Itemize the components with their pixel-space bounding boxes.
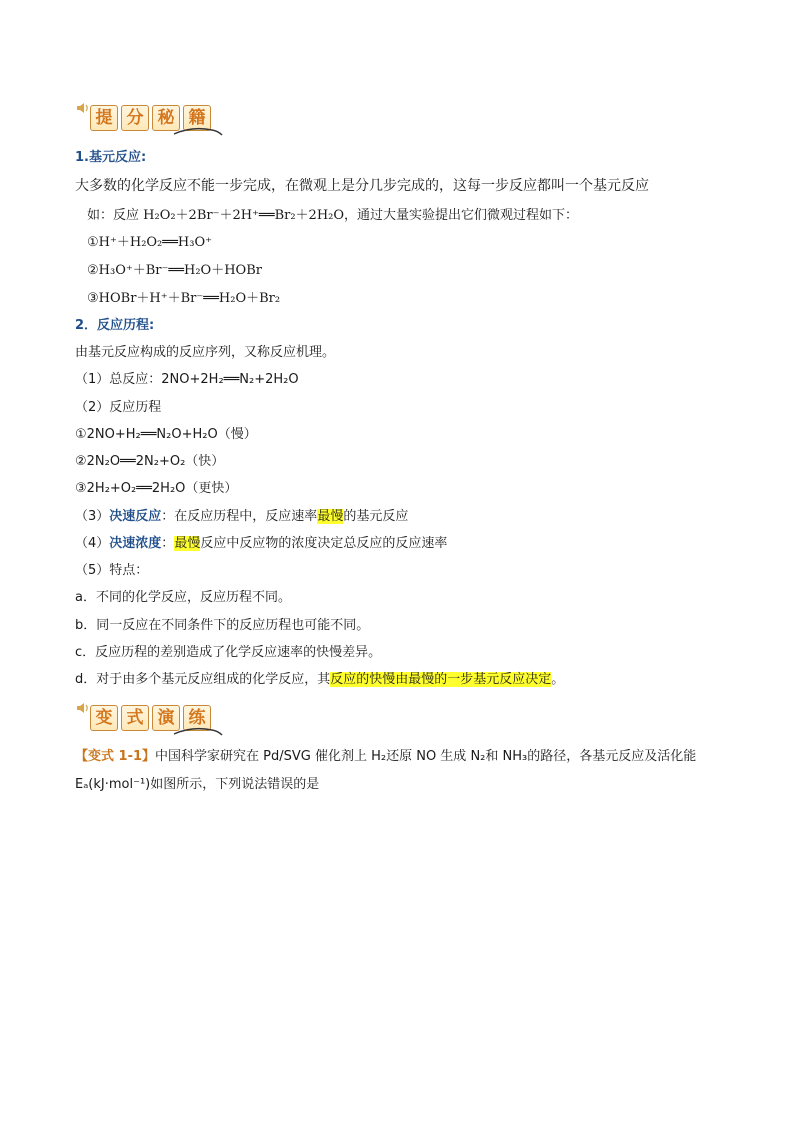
text: ：	[161, 536, 175, 551]
exercise-tag: 【变式 1-1】	[75, 749, 156, 764]
banner-tile: 练	[183, 705, 211, 731]
highlight: 最慢	[317, 509, 344, 524]
equation-step: ③2H₂+O₂══2H₂O（更快）	[75, 481, 238, 496]
banner-tile: 籍	[183, 105, 211, 131]
banner-tile: 变	[90, 705, 118, 731]
highlight: 反应的快慢由最慢的一步基元反应决定	[330, 672, 552, 687]
speaker-icon	[76, 701, 90, 715]
paragraph: 由基元反应构成的反应序列，又称反应机理。	[75, 345, 336, 360]
equation-step: ③HOBr＋H⁺＋Br⁻══H₂O＋Br₂	[87, 291, 281, 306]
paragraph: （2）反应历程	[75, 400, 162, 415]
text: （4）	[75, 536, 110, 551]
section-heading: 1.基元反应:	[75, 150, 147, 165]
list-item: a．不同的化学反应，反应历程不同。	[75, 590, 291, 605]
text: ，通过大量实验提出它们微观过程如下：	[344, 208, 579, 223]
equation-step: ①2NO+H₂══N₂O+H₂O（慢）	[75, 427, 257, 442]
exercise-question	[75, 747, 696, 767]
banner-tile: 秘	[152, 105, 180, 131]
text: 的基元反应	[343, 509, 409, 524]
paragraph	[75, 534, 447, 554]
banner-tile: 演	[152, 705, 180, 731]
swoosh-decoration	[172, 725, 224, 737]
paragraph: （1）总反应：2NO+2H₂══N₂+2H₂O	[75, 372, 299, 387]
list-item	[75, 670, 564, 690]
text: 。	[551, 672, 565, 687]
section-heading: 2．反应历程:	[75, 318, 155, 333]
equation: H₂O₂＋2Br⁻＋2H⁺══Br₂＋2H₂O	[143, 208, 345, 223]
equation-step: ②H₃O⁺＋Br⁻══H₂O＋HOBr	[87, 263, 262, 278]
exercise-question-cont: Eₐ(kJ·mol⁻¹)如图所示，下列说法错误的是	[75, 777, 320, 792]
speaker-icon	[76, 101, 90, 115]
list-item: b．同一反应在不同条件下的反应历程也可能不同。	[75, 618, 370, 633]
text: 如：反应	[87, 208, 144, 223]
text: d．对于由多个基元反应组成的化学反应，其	[75, 672, 331, 687]
keyword: 决速反应	[109, 509, 162, 524]
text: 中国科学家研究在 Pd/SVG 催化剂上 H₂还原 NO 生成 N₂和 NH₃的路径，各基元反应及活化能	[155, 749, 697, 764]
example-line	[87, 206, 578, 226]
banner-tile: 提	[90, 105, 118, 131]
text: 反应中反应物的浓度决定总反应的反应速率	[200, 536, 448, 551]
keyword: 决速浓度	[109, 536, 162, 551]
paragraph: （5）特点：	[75, 563, 149, 578]
banner-tile: 式	[121, 705, 149, 731]
equation-step: ①H⁺＋H₂O₂══H₃O⁺	[87, 235, 212, 250]
paragraph	[75, 507, 408, 527]
equation-step: ②2N₂O══2N₂+O₂（快）	[75, 454, 225, 469]
highlight: 最慢	[174, 536, 201, 551]
text: ：在反应历程中，反应速率	[161, 509, 318, 524]
banner-tile: 分	[121, 105, 149, 131]
list-item: c．反应历程的差别造成了化学反应速率的快慢差异。	[75, 645, 382, 660]
swoosh-decoration	[172, 125, 224, 137]
text: （3）	[75, 509, 110, 524]
paragraph: 大多数的化学反应不能一步完成，在微观上是分几步完成的，这每一步反应都叫一个基元反应	[75, 178, 649, 194]
